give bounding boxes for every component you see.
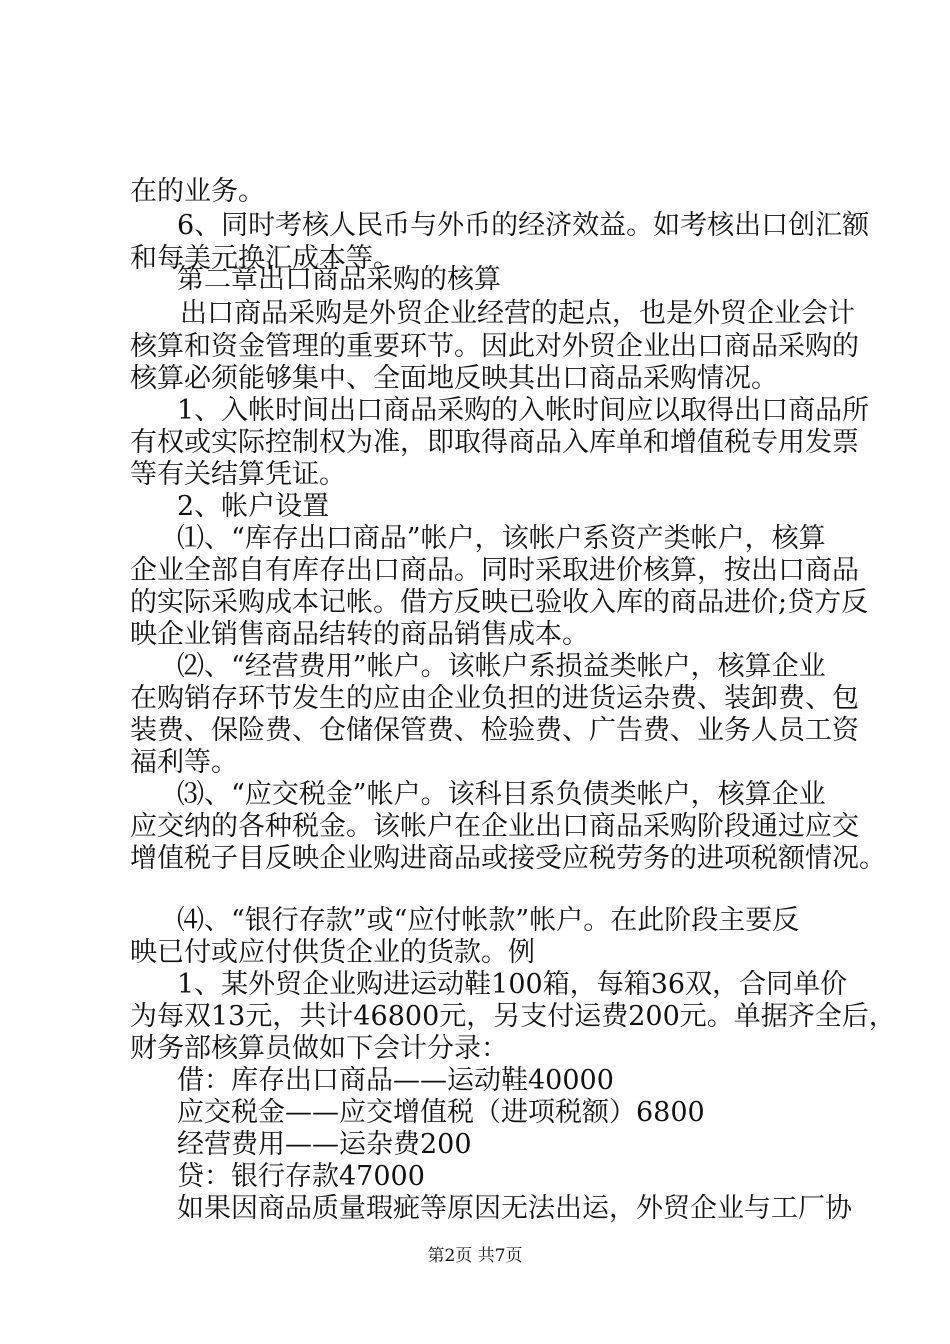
- text-line: 在的业务。: [130, 176, 265, 207]
- text-line: 和每美元换汇成本等。: [130, 243, 400, 274]
- journal-entry-line: 应交税金——应交增值税（进项税额）6800: [177, 1097, 705, 1128]
- text-line: 核算和资金管理的重要环节。因此对外贸企业出口商品采购的: [130, 331, 859, 362]
- text-line: 出口商品采购是外贸企业经营的起点，也是外贸企业会计: [180, 298, 855, 329]
- text-line: 应交纳的各种税金。该帐户在企业出口商品采购阶段通过应交: [130, 811, 859, 842]
- text-line: 增值税子目反映企业购进商品或接受应税劳务的进项税额情况。: [130, 843, 886, 874]
- text-line: 映已付或应付供货企业的货款。例: [130, 937, 535, 968]
- text-line: ⑵、“经营费用”帐户。该帐户系损益类帐户，核算企业: [177, 651, 826, 682]
- text-line: 福利等。: [130, 747, 238, 778]
- text-line: 2、帐户设置: [177, 491, 330, 522]
- journal-entry-line: 贷：银行存款47000: [177, 1161, 425, 1192]
- text-line: 1、某外贸企业购进运动鞋100箱，每箱36双，合同单价: [177, 969, 848, 1000]
- text-line: 企业全部自有库存出口商品。同时采取进价核算，按出口商品: [130, 555, 859, 586]
- page-number: 第2页 共7页: [427, 1246, 523, 1266]
- text-line: 如果因商品质量瑕疵等原因无法出运，外贸企业与工厂协: [177, 1193, 852, 1224]
- text-line: 映企业销售商品结转的商品销售成本。: [130, 619, 589, 650]
- text-line: 的实际采购成本记帐。借方反映已验收入库的商品进价;贷方反: [130, 587, 869, 618]
- text-line: ⑴、“库存出口商品”帐户，该帐户系资产类帐户，核算: [177, 523, 826, 554]
- text-line: 等有关结算凭证。: [130, 459, 346, 490]
- text-line: 6、同时考核人民币与外币的经济效益。如考核出口创汇额: [177, 210, 870, 241]
- text-line: 装费、保险费、仓储保管费、检验费、广告费、业务人员工资: [130, 715, 859, 746]
- text-line: ⑶、“应交税金”帐户。该科目系负债类帐户，核算企业: [177, 779, 826, 810]
- text-line: 在购销存环节发生的应由企业负担的进货运杂费、装卸费、包: [130, 683, 859, 714]
- journal-entry-line: 经营费用——运杂费200: [177, 1129, 472, 1160]
- text-line: 财务部核算员做如下会计分录：: [130, 1033, 508, 1064]
- journal-entry-line: 借：库存出口商品——运动鞋40000: [177, 1065, 614, 1096]
- chapter-heading: 第二章出口商品采购的核算: [177, 264, 501, 295]
- text-line: 1、入帐时间出口商品采购的入帐时间应以取得出口商品所: [177, 395, 870, 426]
- text-line: 有权或实际控制权为准，即取得商品入库单和增值税专用发票: [130, 427, 859, 458]
- text-line: ⑷、“银行存款”或“应付帐款”帐户。在此阶段主要反: [177, 905, 800, 936]
- text-line: 为每双13元，共计46800元，另支付运费200元。单据齐全后，: [130, 1001, 896, 1032]
- text-line: 核算必须能够集中、全面地反映其出口商品采购情况。: [130, 363, 778, 394]
